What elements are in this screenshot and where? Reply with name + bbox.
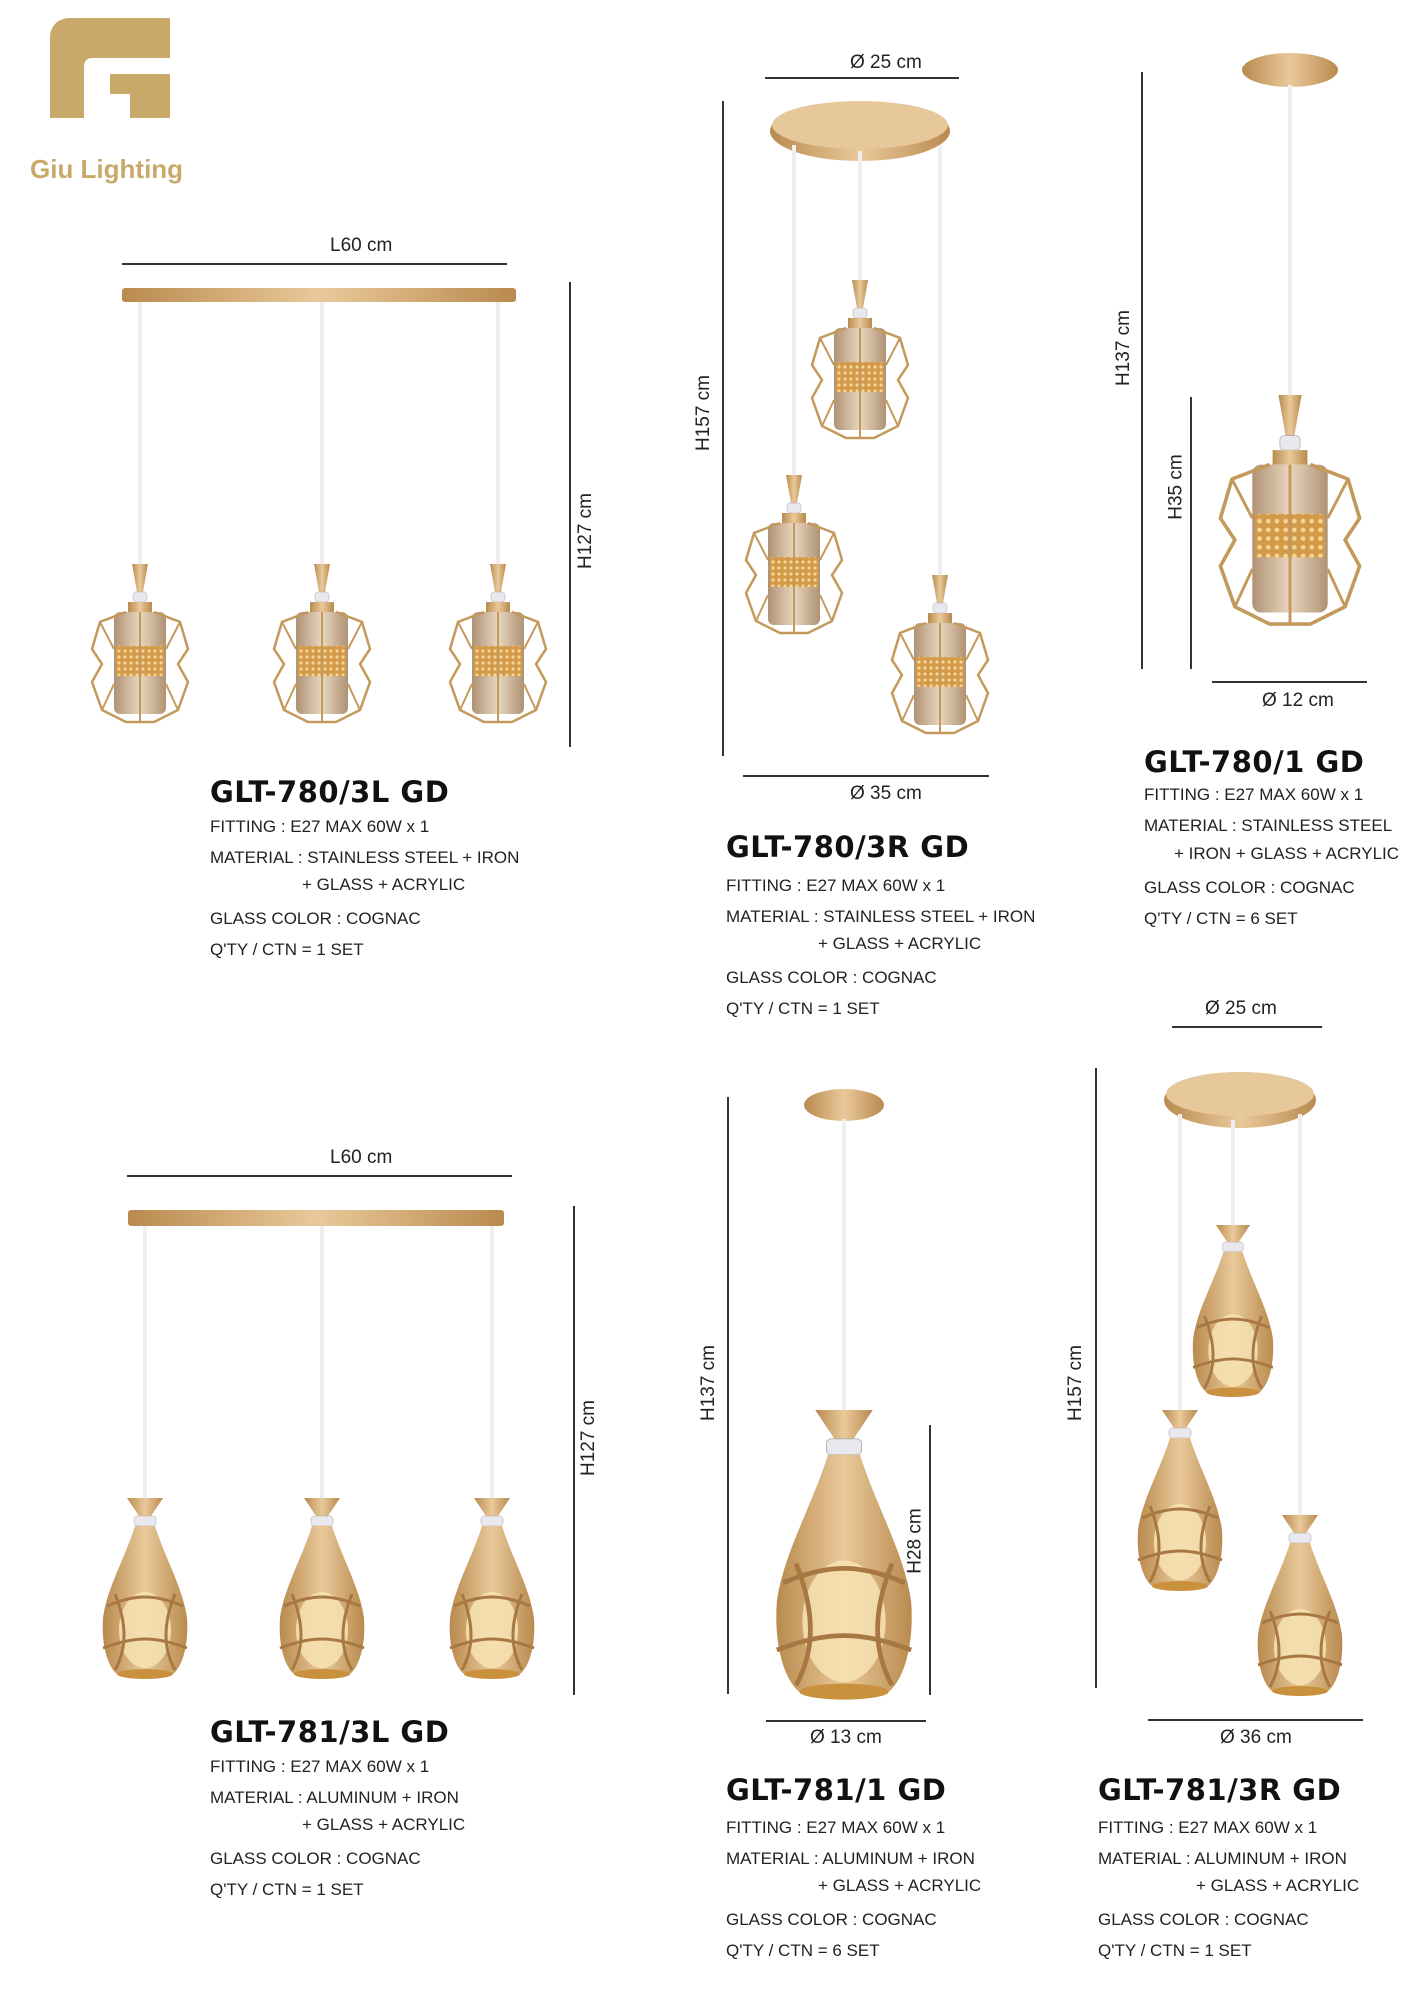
spec-fitting: FITTING : E27 MAX 60W x 1	[210, 817, 430, 836]
height-dimension-label: H127 cm	[575, 492, 597, 570]
shade-height-dimension-label: H28 cm	[904, 1508, 926, 1574]
bottom-diameter-label: Ø 35 cm	[850, 783, 922, 804]
spec-material: MATERIAL : ALUMINUM + IRON	[726, 1849, 975, 1868]
height-dimension-line	[1141, 72, 1143, 669]
pendant-image-glt-781-3r	[1120, 1050, 1370, 1710]
spec-glass-color: GLASS COLOR : COGNAC	[1144, 878, 1355, 897]
spec-fitting: FITTING : E27 MAX 60W x 1	[726, 1818, 946, 1837]
height-dimension-line	[573, 1206, 575, 1695]
height-dimension-label: H157 cm	[693, 374, 715, 452]
spec-material-cont: + GLASS + ACRYLIC	[818, 1876, 982, 1895]
width-dimension-label: L60 cm	[330, 235, 393, 256]
spec-material: MATERIAL : STAINLESS STEEL + IRON	[210, 848, 520, 867]
spec-qty: Q'TY / CTN = 1 SET	[210, 940, 364, 959]
bottom-diameter-label: Ø 36 cm	[1220, 1727, 1292, 1748]
spec-fitting: FITTING : E27 MAX 60W x 1	[210, 1757, 430, 1776]
spec-fitting: FITTING : E27 MAX 60W x 1	[1144, 785, 1364, 804]
width-dimension-label: L60 cm	[330, 1147, 393, 1168]
height-dimension-line	[569, 282, 571, 747]
width-dimension-line	[127, 1175, 512, 1177]
product-model: GLT-781/3L GD	[210, 1715, 450, 1749]
spec-glass-color: GLASS COLOR : COGNAC	[210, 909, 421, 928]
spec-material-cont: + IRON + GLASS + ACRYLIC	[1174, 844, 1400, 863]
spec-fitting: FITTING : E27 MAX 60W x 1	[1098, 1818, 1318, 1837]
top-diameter-label: Ø 25 cm	[850, 52, 922, 73]
shade-height-dimension-label: H35 cm	[1165, 454, 1187, 520]
brand-logo	[30, 18, 180, 138]
product-model: GLT-781/3R GD	[1098, 1773, 1342, 1807]
pendant-image-glt-780-1	[1190, 50, 1390, 680]
spec-material: MATERIAL : ALUMINUM + IRON	[1098, 1849, 1347, 1868]
pendant-image-glt-781-1	[745, 1085, 945, 1715]
spec-material: MATERIAL : STAINLESS STEEL	[1144, 816, 1393, 835]
spec-material-cont: + GLASS + ACRYLIC	[1196, 1876, 1360, 1895]
top-diameter-line	[765, 77, 959, 79]
spec-glass-color: GLASS COLOR : COGNAC	[726, 968, 937, 987]
top-diameter-label: Ø 25 cm	[1205, 998, 1277, 1019]
height-dimension-line	[727, 1097, 729, 1694]
spec-qty: Q'TY / CTN = 6 SET	[1144, 909, 1298, 928]
spec-glass-color: GLASS COLOR : COGNAC	[210, 1849, 421, 1868]
height-dimension-label: H157 cm	[1065, 1344, 1087, 1422]
bottom-diameter-label: Ø 12 cm	[1262, 690, 1334, 711]
bottom-diameter-label: Ø 13 cm	[810, 1727, 882, 1748]
bottom-diameter-line	[743, 775, 989, 777]
product-model: GLT-781/1 GD	[726, 1773, 947, 1807]
width-dimension-line	[122, 263, 507, 265]
pendant-image-glt-781-3l	[100, 1200, 560, 1700]
product-model: GLT-780/3R GD	[726, 830, 970, 864]
spec-glass-color: GLASS COLOR : COGNAC	[1098, 1910, 1309, 1929]
pendant-image-glt-780-3r	[730, 95, 1020, 765]
height-dimension-label: H137 cm	[698, 1344, 720, 1422]
product-model: GLT-780/1 GD	[1144, 745, 1365, 779]
spec-qty: Q'TY / CTN = 1 SET	[726, 999, 880, 1018]
spec-qty: Q'TY / CTN = 1 SET	[1098, 1941, 1252, 1960]
spec-fitting: FITTING : E27 MAX 60W x 1	[726, 876, 946, 895]
height-dimension-line	[1095, 1068, 1097, 1688]
height-dimension-label: H137 cm	[1113, 309, 1135, 387]
height-dimension-line	[722, 101, 724, 756]
spec-glass-color: GLASS COLOR : COGNAC	[726, 1910, 937, 1929]
spec-material-cont: + GLASS + ACRYLIC	[302, 875, 466, 894]
bottom-diameter-line	[1212, 681, 1367, 683]
bottom-diameter-line	[766, 1720, 926, 1722]
top-diameter-line	[1172, 1026, 1322, 1028]
spec-material-cont: + GLASS + ACRYLIC	[302, 1815, 466, 1834]
pendant-image-glt-780-3l	[100, 280, 560, 750]
brand-name: Giu Lighting	[30, 154, 184, 184]
spec-qty: Q'TY / CTN = 1 SET	[210, 1880, 364, 1899]
product-model: GLT-780/3L GD	[210, 775, 450, 809]
spec-material: MATERIAL : STAINLESS STEEL + IRON	[726, 907, 1036, 926]
spec-qty: Q'TY / CTN = 6 SET	[726, 1941, 880, 1960]
spec-material-cont: + GLASS + ACRYLIC	[818, 934, 982, 953]
height-dimension-label: H127 cm	[578, 1399, 600, 1477]
spec-material: MATERIAL : ALUMINUM + IRON	[210, 1788, 459, 1807]
bottom-diameter-line	[1148, 1719, 1363, 1721]
